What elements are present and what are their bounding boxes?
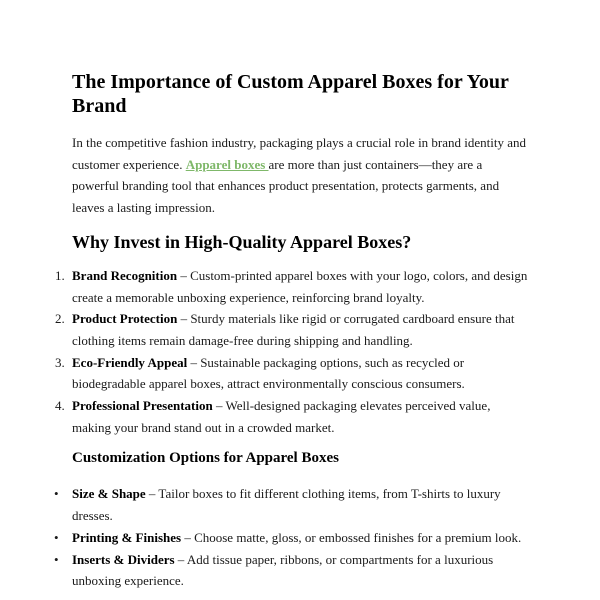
list-item-term: Size & Shape — [72, 486, 146, 502]
bullet-icon: • — [54, 529, 59, 545]
list-item-term: Professional Presentation — [72, 398, 213, 414]
list-item-text: – Sturdy materials like rigid or corrugated cardboard ensure that clothing items remain damage-free during shipping and handling. — [72, 311, 515, 348]
list-number: 1. — [55, 267, 65, 283]
document-page — [54, 70, 530, 592]
list-item-term: Inserts & Dividers — [72, 551, 175, 567]
list-item-term: Printing & Finishes — [72, 529, 182, 545]
list-item-text: – Well-designed packaging elevates perceived value, making your brand stand out in a crowded market. — [72, 398, 491, 435]
list-item-text: – Custom-printed apparel boxes with your logo, colors, and design create a memorable unboxing experience, reinforcing brand loyalty. — [72, 267, 528, 305]
list-item — [54, 527, 530, 549]
why-invest-list — [55, 265, 530, 439]
list-item — [55, 352, 530, 395]
bullet-icon: • — [54, 551, 59, 567]
bullet-icon: • — [54, 486, 59, 502]
list-item — [54, 549, 530, 592]
list-item-term: Eco-Friendly Appeal — [72, 354, 188, 370]
intro-text-after: are more than just containers—they are a powerful branding tool that enhances product presentation, protects garments, and leaves a lasting impression. — [72, 156, 500, 216]
customization-list — [54, 483, 530, 592]
list-item — [54, 483, 530, 526]
list-number: 4. — [55, 398, 65, 414]
list-item — [55, 395, 530, 438]
list-number: 3. — [55, 354, 65, 370]
list-item — [55, 265, 530, 308]
list-item-term: Brand Recognition — [72, 267, 178, 283]
list-item — [55, 308, 530, 351]
intro-paragraph — [72, 132, 530, 219]
customization-heading: Customization Options for Apparel Boxes — [72, 450, 339, 467]
list-number: 2. — [55, 311, 65, 327]
list-item-text: – Add tissue paper, ribbons, or compartments for a luxurious unboxing experience. — [72, 551, 494, 589]
list-item-text: – Sustainable packaging options, such as recycled or biodegradable apparel boxes, attract environmentally conscious consumers. — [72, 354, 465, 392]
why-invest-heading: Why Invest in High-Quality Apparel Boxes? — [72, 231, 412, 252]
list-item-text: – Choose matte, gloss, or embossed finishes for a premium look. — [181, 529, 522, 545]
intro-text-before: In the competitive fashion industry, packaging plays a crucial role in brand identity and customer experience. — [72, 135, 527, 172]
page-title: The Importance of Custom Apparel Boxes for Your Brand — [72, 71, 509, 117]
list-item-term: Product Protection — [72, 311, 178, 327]
apparel-boxes-link[interactable]: Apparel boxes — [185, 156, 269, 172]
list-item-text: – Tailor boxes to fit different clothing items, from T-shirts to luxury dresses. — [72, 486, 501, 524]
